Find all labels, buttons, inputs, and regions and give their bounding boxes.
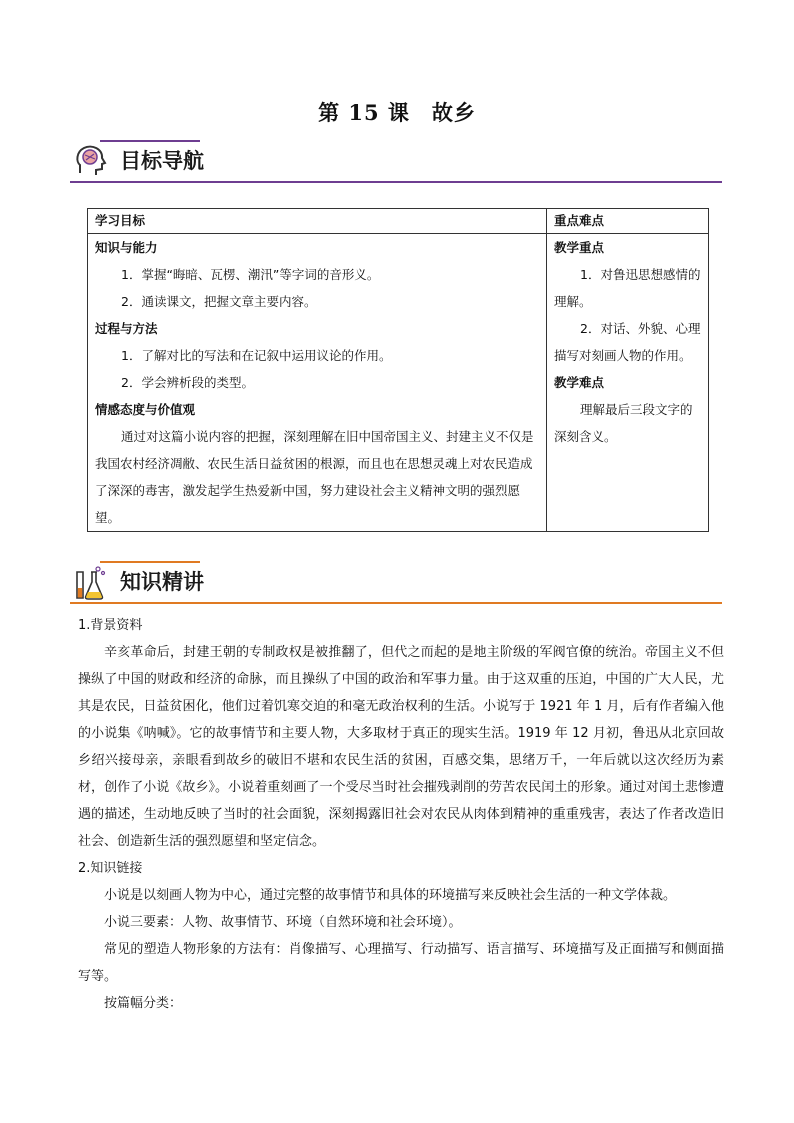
knowledge-body [78,612,724,1017]
table-header: 学习目标 [88,209,547,234]
table-header: 重点难点 [547,209,709,234]
table-header-row [88,209,709,234]
section-header-goals [70,141,722,183]
section-divider [70,602,722,604]
knowledge-heading: 1.背景资料 [78,618,143,633]
key-heading: 教学重点 [554,240,605,255]
section-header-knowledge [70,562,722,604]
key-item: 2．对话、外貌、心理描写对刻画人物的作用。 [554,321,701,363]
flask-lab-icon [72,564,108,600]
table-row [88,234,709,532]
goal-item: 2．通读课文，把握文章主要内容。 [121,294,317,309]
goal-heading: 知识与能力 [95,240,158,255]
section-top-line [100,561,200,563]
goal-paragraph: 通过对这篇小说内容的把握，深刻理解在旧中国帝国主义、封建主义不仅是我国农村经济凋敝、农民生活日益贫困的根源，而且也在思想灵魂上对农民造成了深深的毒害，激发起学生热爱新中国，努力建设社会主义精神文明的强烈愿望。 [95,429,534,525]
table-cell-key-points [547,234,709,532]
section-title: 知识精讲 [120,570,204,594]
section-title: 目标导航 [120,149,204,173]
knowledge-paragraph: 按篇幅分类： [104,996,183,1011]
key-item: 1．对鲁迅思想感情的理解。 [554,267,701,309]
goals-table [87,208,709,532]
goal-item: 1．掌握“晦暗、瓦楞、潮汛”等字词的音形义。 [121,267,380,282]
table-cell-goals [88,234,547,532]
knowledge-paragraph: 辛亥革命后，封建王朝的专制政权是被推翻了，但代之而起的是地主阶级的军阀官僚的统治。帝国主义不但操纵了中国的财政和经济的命脉，而且操纵了中国的政治和军事力量。由于这双重的压迫，中国的广大人民，尤其是农民，日益贫困化，他们过着饥寒交迫的和毫无政治权利的生活。小说写于 1921 年 1 月，后有作者编入他的小说集《呐喊》。它的故事情节和主要人物，大多取材于真正的现实生活。1919 年 12 月初，鲁迅从北京回故乡绍兴接母亲，亲眼看到故乡的破旧不堪和农民生活的贫困，百感交集，思绪万千，一年后就以这次经历为素材，创作了小说《故乡》。小说着重刻画了一个受尽当时社会摧残剥削的劳苦农民闰土的形象。通过对闰土悲惨遭遇的描述，生动地反映了当时的社会面貌，深刻揭露旧社会对农民从肉体到精神的重重残害，表达了作者改造旧社会、创造新生活的强烈愿望和坚定信念。 [78,645,724,849]
section-top-line [100,140,200,142]
page-title: 第 15 课 故乡 [318,100,476,125]
key-item: 理解最后三段文字的深刻含义。 [554,402,693,444]
knowledge-heading: 2.知识链接 [78,861,143,876]
section-divider [70,181,722,183]
goal-item: 1．了解对比的写法和在记叙中运用议论的作用。 [121,348,392,363]
goal-item: 2．学会辨析段的类型。 [121,375,254,390]
knowledge-paragraph: 小说三要素：人物、故事情节、环境（自然环境和社会环境）。 [104,915,462,930]
brain-head-icon [72,143,108,179]
goal-heading: 过程与方法 [95,321,158,336]
knowledge-paragraph: 常见的塑造人物形象的方法有：肖像描写、心理描写、行动描写、语言描写、环境描写及正面描写和侧面描写等。 [78,942,724,984]
knowledge-paragraph: 小说是以刻画人物为中心，通过完整的故事情节和具体的环境描写来反映社会生活的一种文学体裁。 [104,888,677,903]
key-heading: 教学难点 [554,375,605,390]
goal-heading: 情感态度与价值观 [95,402,196,417]
